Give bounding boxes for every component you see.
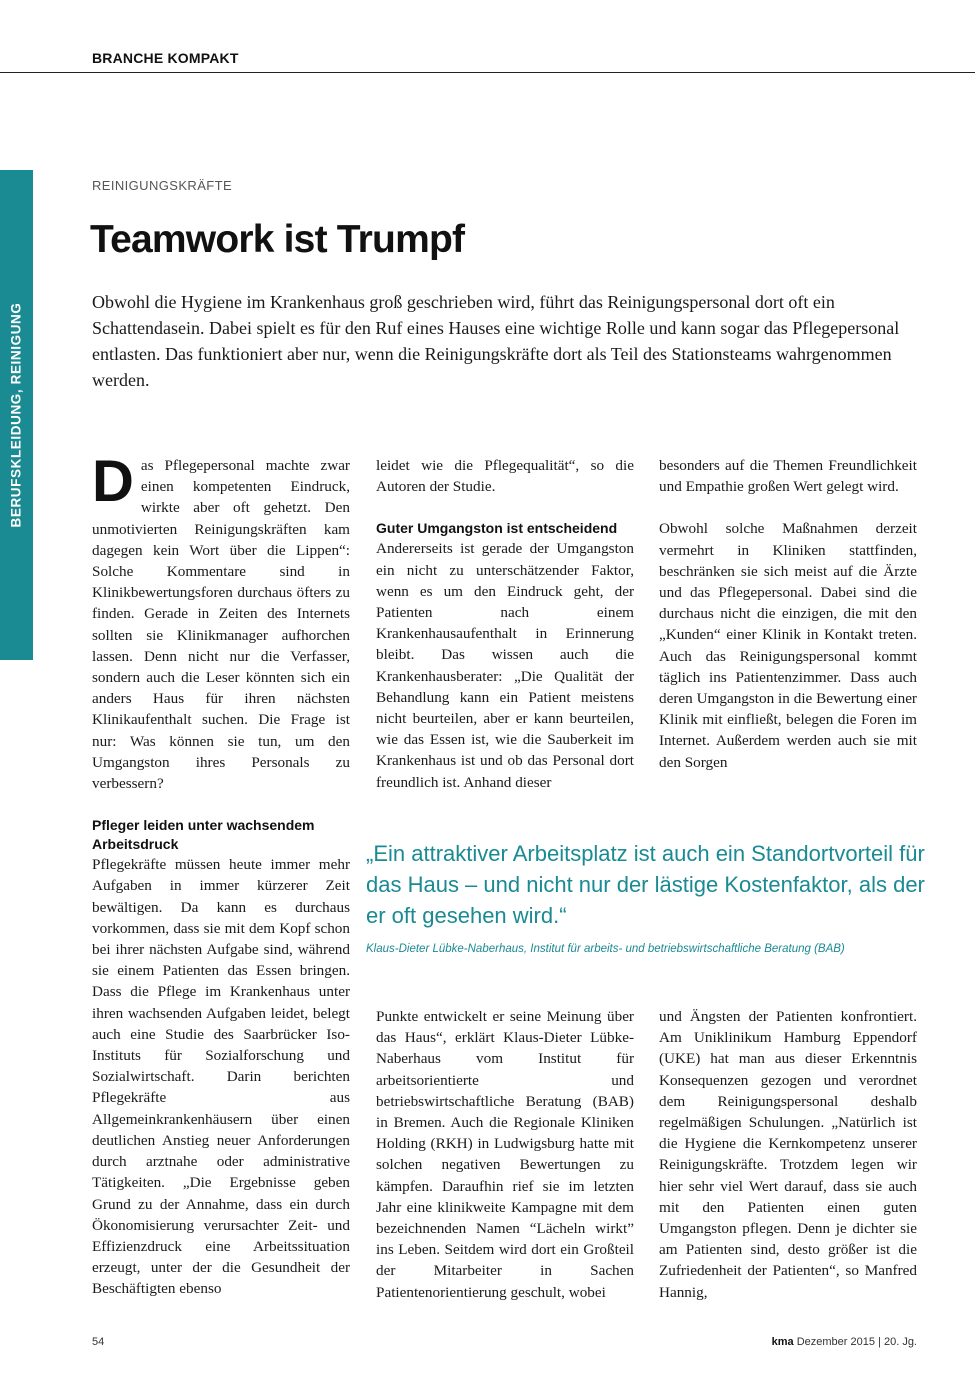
paragraph-studie: leidet wie die Pflegequalität“, so die Autoren der Studie. bbox=[376, 457, 634, 496]
article-kicker: REINIGUNGSKRÄFTE bbox=[92, 178, 233, 193]
magazine-brand: kma bbox=[771, 1336, 794, 1348]
column-3-top bbox=[659, 455, 917, 773]
issue-date: Dezember 2015 bbox=[796, 1336, 875, 1348]
subheading-umgangston: Guter Umgangston ist entscheidend bbox=[376, 520, 618, 537]
intro-text: as Pflegepersonal machte zwar einen kompetenten Eindruck, wirkte aber oft gehetzt. Den unmotivierten Reinigungskräften kam dagegen kein Wort über die Lippen“: Solche Kommentare sind in Klinikbewertungsforen durchaus öfters zu finden. Gerade in Zeiten des Internets sollten sie Klinikmanager aufhorchen lassen. Denn nicht nur die Verfasser, sondern auch die Leser könnten sich ein anders Haus für ihren nächsten Klinikaufenthalt suchen. Die Frage ist nur: Was können sie tun, um den Umgangston ihres Personals zu verbessern? bbox=[92, 457, 350, 793]
paragraph-intro bbox=[92, 449, 350, 794]
pull-quote-source: Klaus-Dieter Lübke-Naberhaus, Institut für arbeits- und betriebswirtschaftliche Beratung (BAB) bbox=[366, 943, 845, 955]
header-divider bbox=[0, 72, 975, 73]
footer-issue bbox=[772, 1336, 917, 1348]
paragraph-massnahmen: Obwohl solche Maßnahmen derzeit vermehrt in Kliniken stattfinden, beschränken sie sich meist auf die Ärzte und das Pflegepersonal. Dabei sind die durchaus nicht die einzigen, die mit den „Kunden“ einer Klinik in Kontakt treten. Auch das Reinigungspersonal kommt täglich ins Patientenzimmer. Dass auch deren Umgangston in die Bewertung einer Klinik mit einfließt, belegen die Foren im Internet. Außerdem werden auch sie mit den Sorgen bbox=[659, 520, 917, 771]
drop-cap: D bbox=[92, 449, 134, 514]
pull-quote bbox=[366, 838, 926, 955]
page-number: 54 bbox=[92, 1336, 105, 1348]
pull-quote-text: „Ein attraktiver Arbeitsplatz ist auch ein Standortvorteil für das Haus – und nicht nur der lästige Kostenfaktor, als der er oft gesehen wird.“ bbox=[366, 841, 925, 928]
paragraph-rkh: Punkte entwickelt er seine Meinung über das Haus“, erklärt Klaus-Dieter Lübke-Naberhaus vom Institut für arbeitsorientierte und betriebswirtschaftliche Beratung (BAB) in Bremen. Auch die Regionale Kliniken Holding (RKH) in Ludwigsburg hatte mit solchen negativen Bewertungen zu kämpfen. Daraufhin rief sie im letzten Jahr eine klinikweite Kampagne mit dem bezeichnenden Namen “Lächeln wirkt” ins Leben. Seitdem wird dort ein Großteil der Mitarbeiter in Sachen Patientenorientierung geschult, wobei bbox=[376, 1008, 634, 1301]
volume: 20. Jg. bbox=[883, 1336, 917, 1348]
column-1 bbox=[92, 449, 350, 1300]
column-2-top bbox=[376, 455, 634, 793]
side-tab-label: BERUFSKLEIDUNG, REINIGUNG bbox=[8, 302, 24, 528]
column-3-bottom bbox=[659, 1006, 917, 1303]
paragraph-freundlichkeit: besonders auf die Themen Freundlichkeit und Empathie großen Wert gelegt wird. bbox=[659, 457, 917, 496]
section-header: BRANCHE KOMPAKT bbox=[92, 50, 239, 66]
column-2-bottom bbox=[376, 1006, 634, 1303]
subheading-arbeitsdruck: Pfleger leiden unter wachsendem Arbeitsdruck bbox=[92, 817, 315, 853]
paragraph-arbeitsdruck: Pflegekräfte müssen heute immer mehr Aufgaben in immer kürzerer Zeit bewältigen. Da kann es durchaus vorkommen, dass sie mit dem Kopf schon bei ihrer nächsten Aufgabe sind, während sie einem Patienten das Essen bringen. Dass die Pflege im Krankenhaus unter ihren wachsenden Aufgaben leidet, belegt auch eine Studie des Saarbrücker Iso-Instituts für Sozialforschung und Sozialwirtschaft. Darin berichten Pflegekräfte aus Allgemeinkrankenhäusern über einen deutlichen Anstieg neuer Anforderungen durch arztnahe oder administrative Tätigkeiten. „Die Ergebnisse geben Grund zu der Annahme, dass ein durch Ökonomisierung verursachter Zeit- und Effizienzdruck eine Arbeitssituation erzeugt, unter der die Gesundheit der Beschäftigten ebenso bbox=[92, 856, 350, 1298]
footer-separator: | bbox=[878, 1336, 881, 1348]
paragraph-umgangston: Andererseits ist gerade der Umgangston ein nicht zu unterschätzender Faktor, wenn es um den Eindruck geht, der Patienten nach einem Krankenhausaufenthalt in Erinnerung bleibt. Das wissen auch die Krankenhausberater: „Die Qualität der Behandlung kann ein Patient meistens nicht beurteilen, aber er kann beurteilen, wie das Essen ist, wie die Sauberkeit im Krankenhaus ist und ob das Personal dort freundlich ist. Anhand dieser bbox=[376, 540, 634, 791]
article-title: Teamwork ist Trumpf bbox=[90, 218, 465, 261]
paragraph-uke: und Ängsten der Patienten konfrontiert. Am Uniklinikum Hamburg Eppendorf (UKE) hat man aus dieser Erkenntnis Konsequenzen gezogen und verordnet dem Reinigungspersonal deshalb regelmäßigen Schulungen. „Natürlich ist die Hygiene die Kernkompetenz unserer Reinigungskräfte. Trotzdem legen wir hier sehr viel Wert darauf, dass sie auch mit den Patienten einen guten Umgangston pflegen. Denn je dichter sie am Patienten sind, desto größer ist die Zufriedenheit der Patienten“, so Manfred Hannig, bbox=[659, 1008, 917, 1301]
article-lead: Obwohl die Hygiene im Krankenhaus groß geschrieben wird, führt das Reinigungspersonal dort oft ein Schattendasein. Dabei spielt es für den Ruf eines Hauses eine wichtige Rolle und kann sogar das Pflegepersonal entlasten. Das funktioniert aber nur, wenn die Reinigungskräfte dort als Teil des Stationsteams wahrgenommen werden. bbox=[92, 292, 900, 390]
